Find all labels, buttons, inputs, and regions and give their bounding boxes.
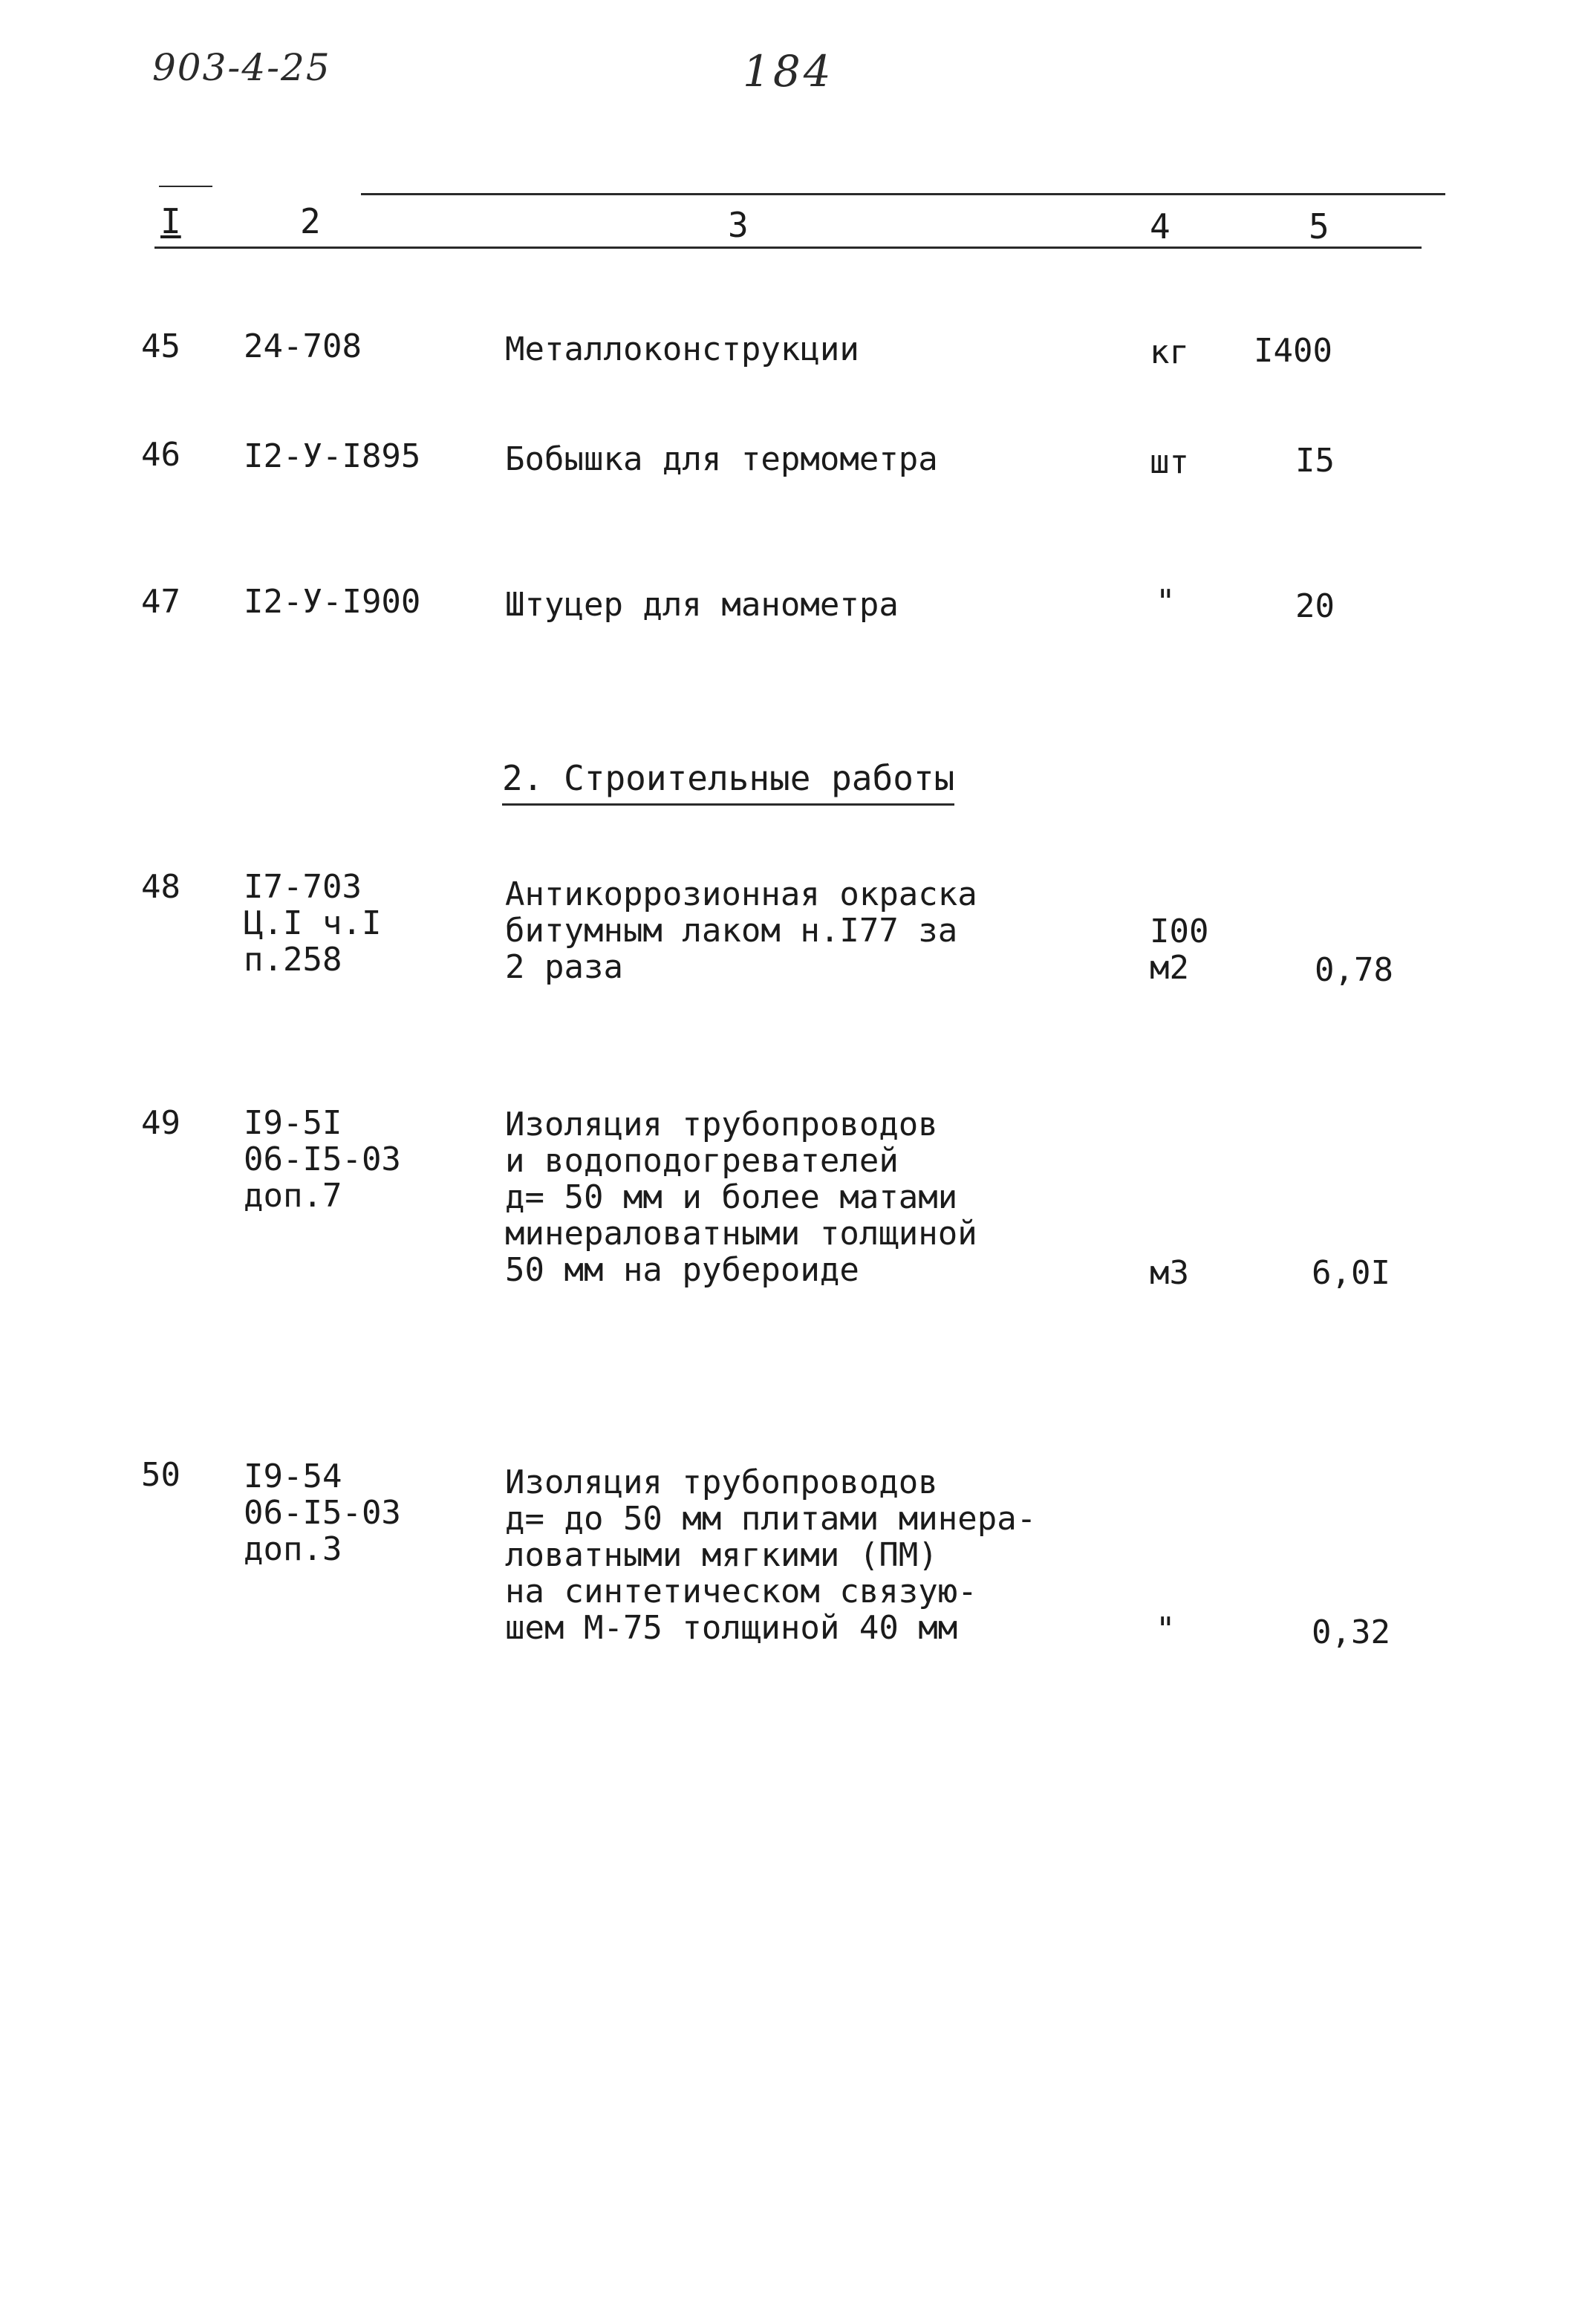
row-47-unit: " bbox=[1156, 583, 1176, 621]
row-50-quantity: 0,32 bbox=[1312, 1613, 1390, 1651]
row-45-unit: кг bbox=[1150, 333, 1189, 371]
row-50-name-line: ловатными мягкими (ПМ) bbox=[505, 1536, 938, 1574]
row-49-code-line: 06-I5-03 bbox=[244, 1140, 401, 1178]
row-49-unit: м3 bbox=[1150, 1254, 1189, 1292]
row-48-code-line: Ц.I ч.I bbox=[244, 904, 382, 942]
row-50-code-line: 06-I5-03 bbox=[244, 1494, 401, 1532]
row-48-name-line: Антикоррозионная окраска bbox=[505, 875, 977, 913]
row-50-code-line: доп.3 bbox=[244, 1530, 342, 1568]
row-49-name-line: Изоляция трубопроводов bbox=[505, 1106, 938, 1143]
row-47-name: Штуцер для манометра bbox=[505, 586, 899, 624]
section-title: 2. Строительные работы bbox=[502, 759, 954, 806]
row-50-name-line: д= до 50 мм плитами минера- bbox=[505, 1500, 1037, 1538]
row-45-code: 24-708 bbox=[244, 327, 362, 365]
header-top-rule-left bbox=[159, 186, 212, 187]
row-48-unit-line: м2 bbox=[1150, 949, 1189, 987]
row-50-name-line: Изоляция трубопроводов bbox=[505, 1463, 938, 1501]
row-48-code-line: п.258 bbox=[244, 941, 342, 979]
header-bottom-rule bbox=[154, 247, 1422, 249]
column-header-2: 2 bbox=[300, 201, 321, 241]
row-46-name: Бобышка для термометра bbox=[505, 440, 938, 478]
row-47-quantity: 20 bbox=[1295, 587, 1335, 625]
row-50-name-line: шем М-75 толщиной 40 мм bbox=[505, 1609, 958, 1647]
row-49-name-line: д= 50 мм и более матами bbox=[505, 1178, 958, 1216]
row-45-number: 45 bbox=[141, 327, 180, 365]
document-code: 903-4-25 bbox=[152, 46, 331, 89]
column-header-4: 4 bbox=[1150, 206, 1171, 247]
row-48-name-line: 2 раза bbox=[505, 948, 623, 986]
column-header-3: 3 bbox=[728, 205, 749, 245]
row-48-number: 48 bbox=[141, 868, 180, 906]
row-50-number: 50 bbox=[141, 1456, 180, 1494]
row-48-code-line: I7-703 bbox=[244, 868, 362, 906]
row-46-unit: шт bbox=[1150, 443, 1189, 481]
row-49-code-line: I9-5I bbox=[244, 1104, 342, 1142]
row-50-name-line: на синтетическом связую- bbox=[505, 1573, 977, 1610]
row-45-quantity: I400 bbox=[1254, 332, 1332, 370]
row-50-code-line: I9-54 bbox=[244, 1458, 342, 1495]
row-49-code-line: доп.7 bbox=[244, 1177, 342, 1215]
page-number: 184 bbox=[743, 46, 834, 97]
row-46-number: 46 bbox=[141, 436, 180, 474]
row-49-quantity: 6,0I bbox=[1312, 1254, 1390, 1292]
row-47-number: 47 bbox=[141, 583, 180, 621]
header-top-rule bbox=[361, 193, 1445, 195]
column-header-5: 5 bbox=[1309, 206, 1329, 247]
row-50-unit: " bbox=[1156, 1610, 1176, 1648]
row-49-name-line: 50 мм на рубероиде bbox=[505, 1251, 859, 1289]
row-47-code: I2-У-I900 bbox=[244, 583, 421, 621]
row-49-number: 49 bbox=[141, 1104, 180, 1142]
row-48-unit-line: I00 bbox=[1150, 913, 1209, 950]
row-49-name-line: минераловатными толщиной bbox=[505, 1215, 977, 1253]
row-48-name-line: битумным лаком н.I77 за bbox=[505, 912, 958, 950]
row-46-code: I2-У-I895 bbox=[244, 437, 421, 475]
column-header-1: I bbox=[160, 201, 181, 241]
row-49-name-line: и водоподогревателей bbox=[505, 1142, 899, 1180]
row-48-quantity: 0,78 bbox=[1315, 951, 1393, 989]
row-45-name: Металлоконструкции bbox=[505, 330, 859, 368]
row-46-quantity: I5 bbox=[1295, 442, 1335, 480]
